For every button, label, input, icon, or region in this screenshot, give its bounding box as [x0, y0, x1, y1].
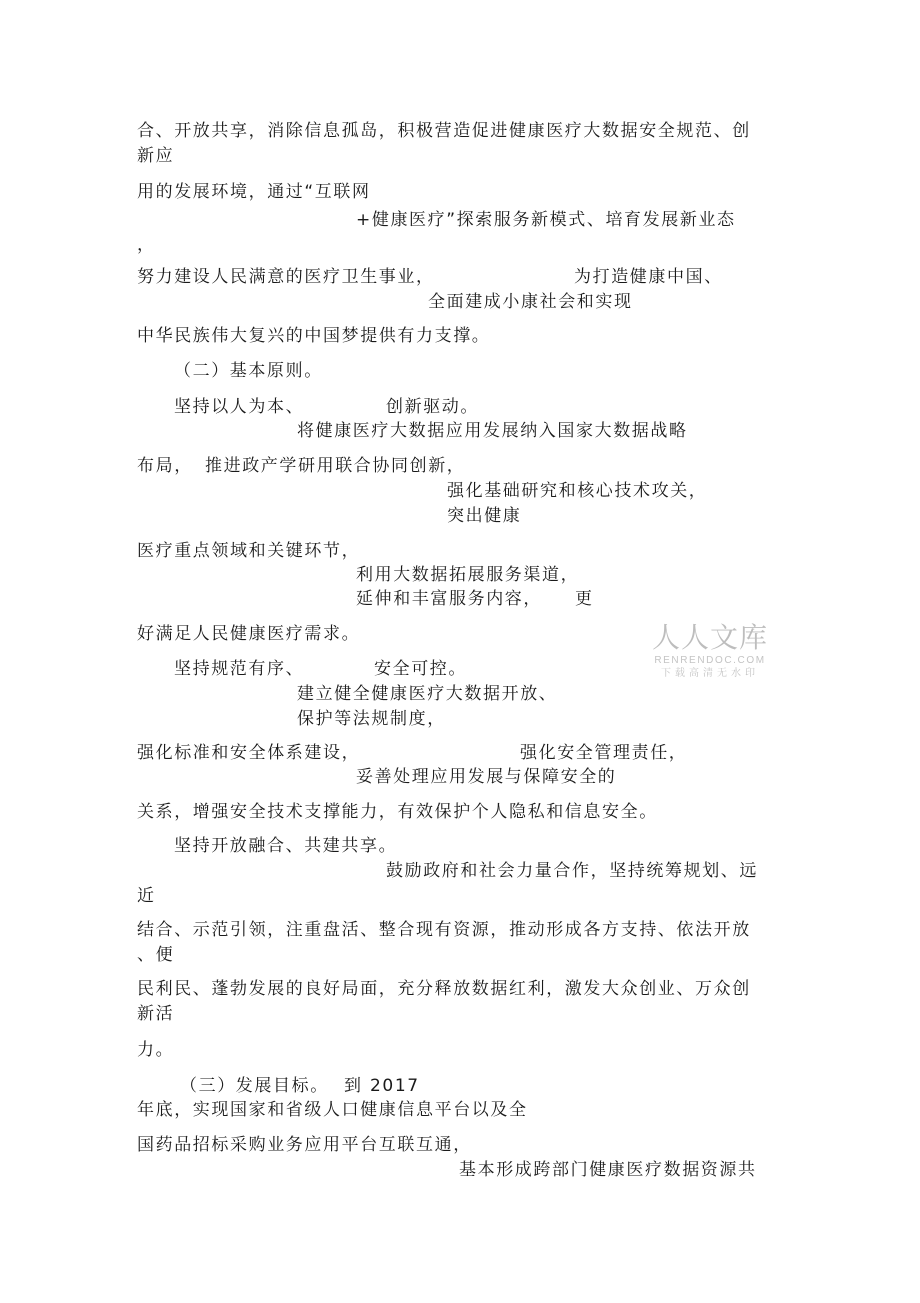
text-line: 妥善处理应用发展与保障安全的 — [356, 767, 617, 787]
text-line: 强化基础研究和核心技术攻关， — [447, 481, 708, 501]
principle-title: 坚持规范有序、 — [174, 659, 305, 679]
text-line: 建立健全健康医疗大数据开放、 — [297, 684, 558, 704]
text-line: 近 — [137, 886, 156, 906]
text-line: 推进政产学研用联合协同创新， — [205, 456, 466, 476]
principle-title: 创新驱动。 — [386, 397, 479, 417]
text-line: 基本形成跨部门健康医疗数据资源共 — [459, 1160, 757, 1180]
text-line: 鼓励政府和社会力量合作，坚持统筹规划、远 — [386, 861, 758, 881]
text-line: 合、开放共享，消除信息孤岛，积极营造促进健康医疗大数据安全规范、创 — [137, 121, 751, 141]
text-line: 延伸和丰富服务内容， — [356, 589, 542, 609]
text-line: 利用大数据拓展服务渠道， — [356, 565, 580, 585]
watermark — [648, 622, 772, 680]
watermark-slogan: 下载高清无水印 — [661, 668, 759, 679]
principle-title: 坚持以人为本、 — [174, 397, 305, 417]
text-line: 好满足人民健康医疗需求。 — [137, 624, 361, 644]
text-line: 新应 — [137, 146, 175, 166]
text-line: 全面建成小康社会和实现 — [428, 292, 633, 312]
text-line: 新活 — [137, 1004, 175, 1024]
section-heading: （二）基本原则。 — [174, 361, 323, 381]
text-line: 国药品招标采购业务应用平台互联互通， — [137, 1135, 472, 1155]
principle-title: 坚持开放融合、共建共享。 — [174, 836, 398, 856]
text-line: 力。 — [137, 1040, 175, 1060]
text-line: ， — [137, 235, 156, 255]
text-line: 更 — [575, 589, 594, 609]
text-line: 强化标准和安全体系建设， — [137, 743, 361, 763]
text-line: 、便 — [137, 945, 175, 965]
text-line: 突出健康 — [447, 506, 522, 526]
text-line: 中华民族伟大复兴的中国梦提供有力支撑。 — [137, 326, 491, 346]
text-line: 用的发展环境，通过“互联网 — [137, 182, 371, 202]
year-value: 2017 — [370, 1076, 420, 1096]
text-line: 结合、示范引领，注重盘活、整合现有资源，推动形成各方支持、依法开放 — [137, 920, 751, 940]
text-line: 强化安全管理责任， — [520, 743, 688, 763]
text-line: 医疗重点领域和关键环节， — [137, 541, 361, 561]
text-line: 民利民、蓬勃发展的良好局面，充分释放数据红利，激发大众创业、万众创 — [137, 979, 751, 999]
principle-title: 安全可控。 — [374, 659, 467, 679]
watermark-domain: RENRENDOC.COM — [654, 655, 766, 666]
text-line: 为打造健康中国、 — [574, 267, 723, 287]
text-line: 关系，增强安全技术支撑能力，有效保护个人隐私和信息安全。 — [137, 802, 658, 822]
text-line: +健康医疗”探索服务新模式、培育发展新业态 — [356, 210, 736, 230]
text-line: 到 — [344, 1076, 363, 1096]
text-line: 保护等法规制度， — [297, 709, 446, 729]
text-line: 将健康医疗大数据应用发展纳入国家大数据战略 — [297, 421, 688, 441]
text-line: 布局， — [137, 456, 193, 476]
text-line: 年底，实现国家和省级人口健康信息平台以及全 — [137, 1100, 528, 1120]
watermark-logo-text: 人人文库 — [651, 621, 768, 654]
text-line: 努力建设人民满意的医疗卫生事业， — [137, 267, 435, 287]
section-heading: （三）发展目标。 — [180, 1076, 329, 1096]
